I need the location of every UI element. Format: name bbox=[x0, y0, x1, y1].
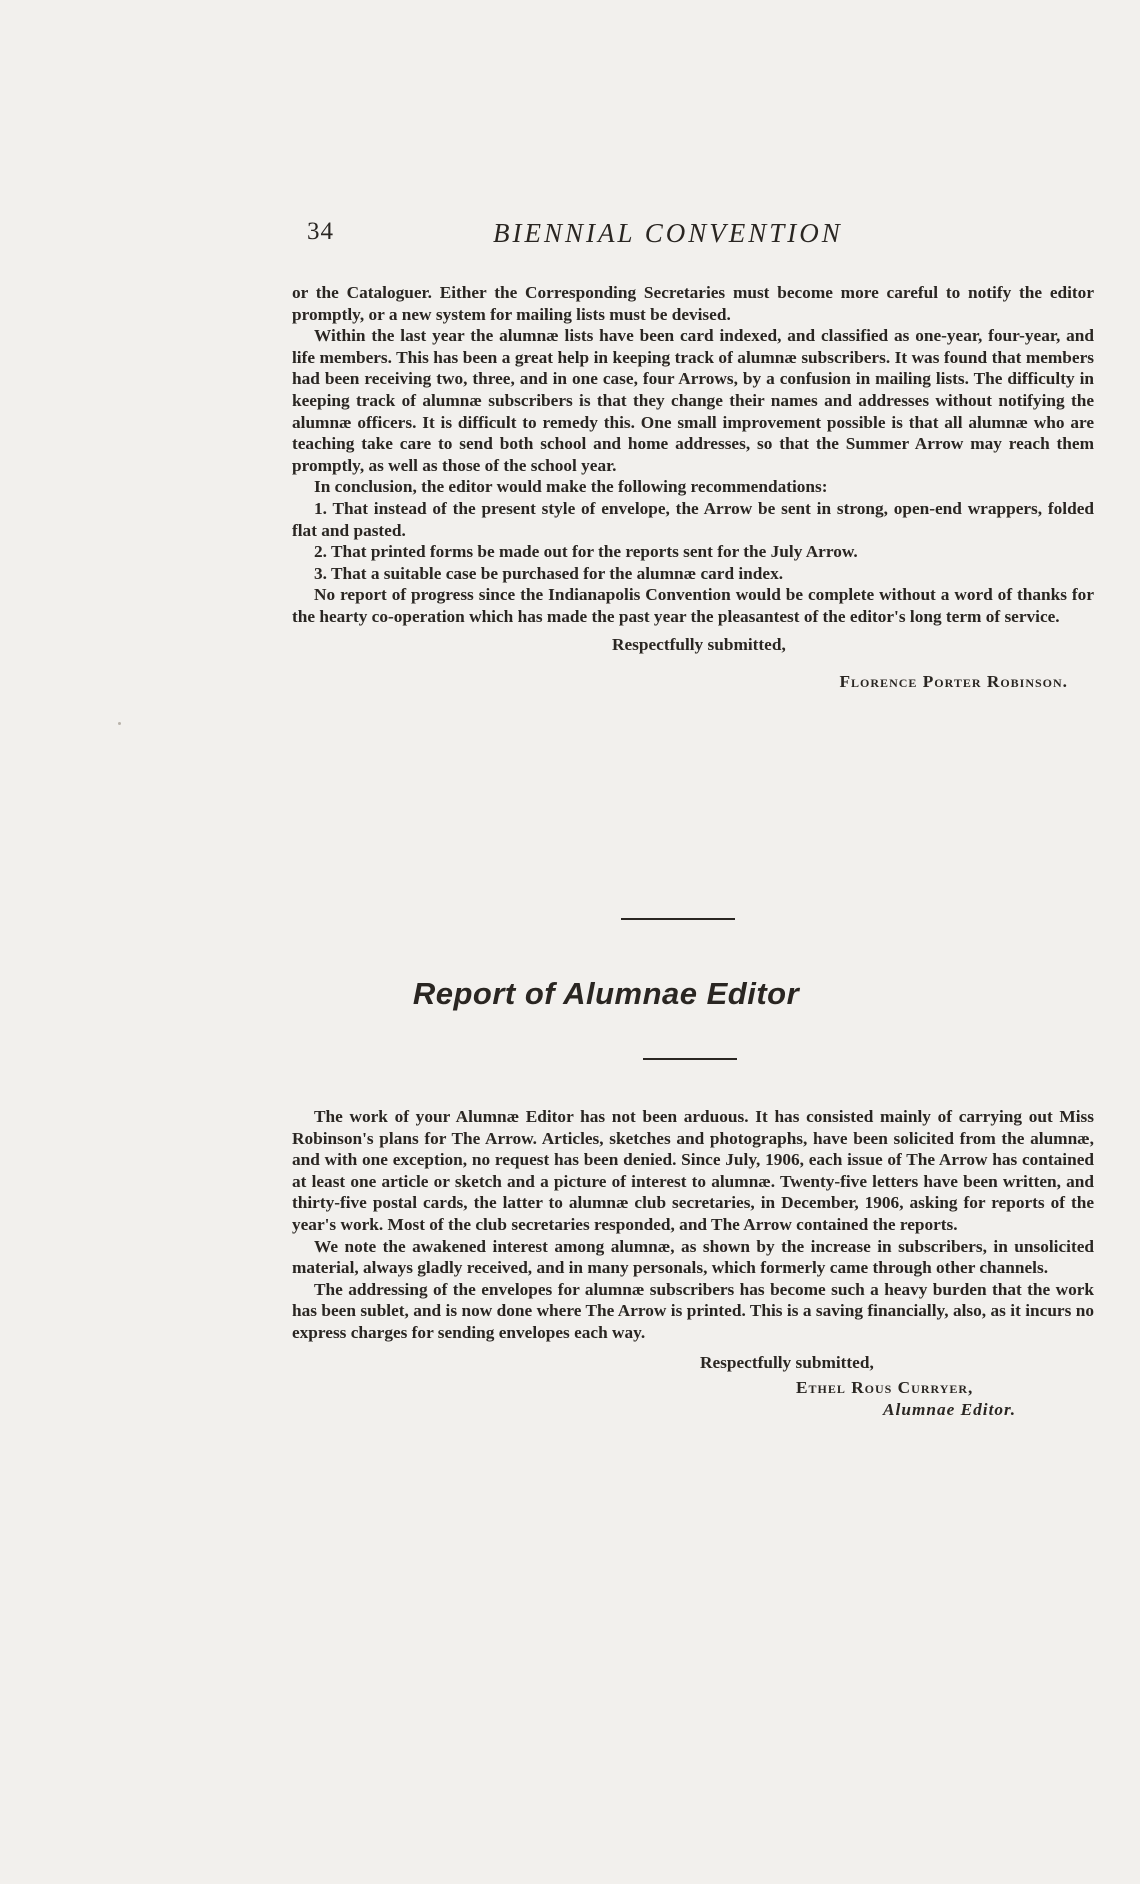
running-head: BIENNIAL CONVENTION bbox=[493, 218, 843, 248]
treasurer-report-body bbox=[292, 282, 1094, 693]
closing-line: Respectfully submitted, bbox=[700, 1352, 874, 1372]
section-title-text: Report of Alumnae Editor bbox=[412, 976, 800, 1011]
signature-title: Alumnae Editor. bbox=[883, 1399, 1017, 1419]
paragraph: In conclusion, the editor would make the following recommendations: bbox=[314, 477, 828, 497]
recommendation-item: 1. That instead of the present style of envelope, the Arrow be sent in strong, open-end wrappers, folded flat and pasted. bbox=[292, 498, 1094, 540]
signature: Ethel Rous Curryer, bbox=[796, 1378, 974, 1398]
paragraph: No report of progress since the Indianapolis Convention would be complete without a word of thanks for the hearty co-operation which has made the past year the pleasantest of the editor's long term of service. bbox=[292, 585, 1094, 626]
alumnae-editor-report-body bbox=[292, 1106, 1094, 1420]
page-number: 34 bbox=[307, 218, 334, 245]
paragraph: or the Cataloguer. Either the Corresponding Secretaries must become more careful to notify the editor promptly, or a new system for mailing lists must be devised. bbox=[292, 283, 1094, 324]
paper-speck bbox=[118, 722, 121, 725]
section-divider bbox=[621, 918, 735, 920]
paragraph: The addressing of the envelopes for alumnæ subscribers has become such a heavy burden that the work has been sublet, and is now done where The Arrow is printed. This is a saving financially, also, as it incurs no express charges for sending envelopes each way. bbox=[292, 1279, 1094, 1342]
closing-line: Respectfully submitted, bbox=[612, 634, 786, 654]
paragraph: The work of your Alumnæ Editor has not been arduous. It has consisted mainly of carrying out Miss Robinson's plans for The Arrow. Articles, sketches and photographs, have been solicited from the alumnæ, and with one exception, no request has been denied. Since July, 1906, each issue of The Arrow has contained at least one article or sketch and a picture of interest to alumnæ. Twenty-five letters have been written, and thirty-five postal cards, the latter to alumnæ club secretaries, in December, 1906, asking for reports of the year's work. Most of the club secretaries responded, and The Arrow contained the reports. bbox=[292, 1107, 1094, 1234]
signature: Florence Porter Robinson. bbox=[839, 672, 1068, 692]
recommendation-item: 2. That printed forms be made out for the reports sent for the July Arrow. bbox=[314, 542, 858, 562]
paragraph: Within the last year the alumnæ lists have been card indexed, and classified as one-year, four-year, and life members. This has been a great help in keeping track of alumnæ subscribers. It was found that members had been receiving two, three, and in one case, four Arrows, by a confusion in mailing lists. The difficulty in keeping track of alumnæ subscribers is that they change their names and addresses without notifying the alumnæ officers. It is difficult to remedy this. One small improvement possible is that all alumnæ who are teaching take care to send both school and home addresses, so that the Summer Arrow may reach them promptly, as well as those of the school year. bbox=[292, 326, 1094, 475]
recommendation-item: 3. That a suitable case be purchased for the alumnæ card index. bbox=[314, 563, 784, 583]
section-title bbox=[0, 976, 1140, 1012]
paragraph: We note the awakened interest among alumnæ, as shown by the increase in subscribers, in unsolicited material, always gladly received, and in many personals, which formerly came through other channels. bbox=[292, 1236, 1094, 1278]
title-underline-rule bbox=[643, 1058, 737, 1060]
page-header bbox=[307, 218, 1087, 258]
